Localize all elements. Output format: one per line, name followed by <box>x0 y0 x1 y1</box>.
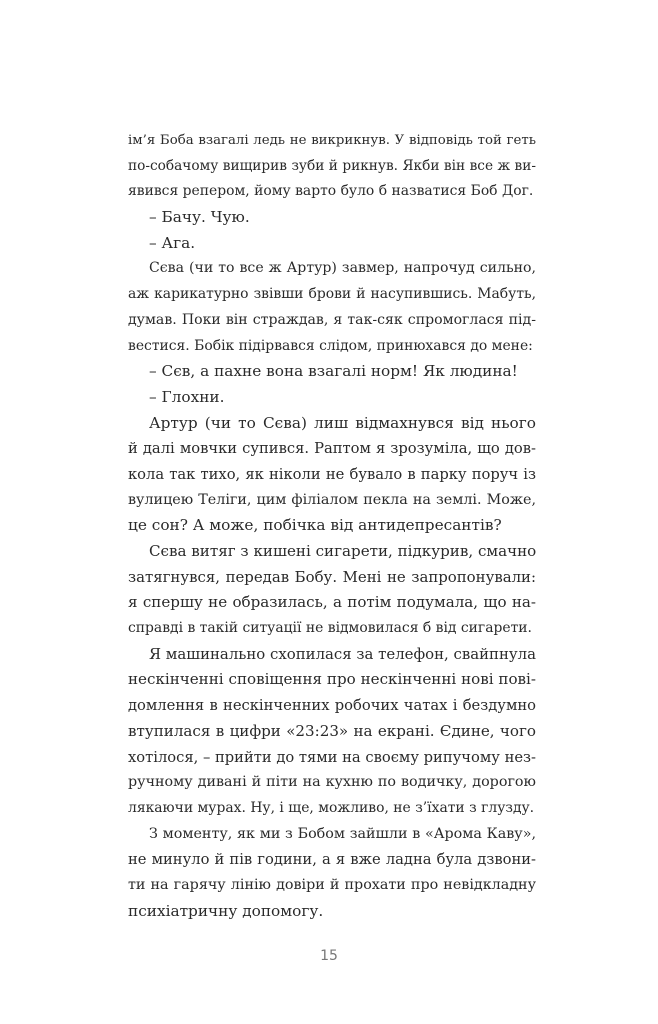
page-number: 15 <box>320 948 338 964</box>
body-text <box>128 128 536 924</box>
text-line: психіатричну допомогу. <box>128 901 324 920</box>
text-line: вестися. Бобік підірвався слідом, принюхався до мене: <box>128 337 533 354</box>
paragraph-start-line: Я машинально схопилася за телефон, свайпнула <box>149 644 536 663</box>
dialogue-line: – Сєв, а пахне вона взагалі норм! Як людина! <box>149 362 518 381</box>
text-line: й далі мовчки супився. Раптом я зрозуміла, що дов- <box>128 440 536 458</box>
text-line: лякаючи мурах. Ну, і ще, можливо, не з’їхати з глузду. <box>128 799 535 816</box>
text-line: затягнувся, передав Бобу. Мені не запропонували: <box>128 567 536 586</box>
text-line: ім’я Боба взагалі ледь не викрикнув. У відповідь той геть <box>128 133 536 148</box>
text-line: я спершу не образилась, а потім подумала, що на- <box>128 593 536 612</box>
paragraph-start-line: З моменту, як ми з Бобом зайшли в «Арома Каву», <box>149 825 536 842</box>
dialogue-line: – Бачу. Чую. <box>149 208 250 227</box>
text-line: втупилася в цифри «23:23» на екрані. Єдине, чого <box>128 721 536 740</box>
text-line: справді в такій ситуації не відмовилася б від сигарети. <box>128 620 532 637</box>
text-line: хотілося, – прийти до тями на своєму рипучому нез- <box>128 748 536 766</box>
dialogue-line: – Глохни. <box>149 387 225 406</box>
text-line: домлення в нескінченних робочих чатах і бездумно <box>128 697 536 715</box>
text-line: кола так тихо, як ніколи не бувало в парку поруч із <box>128 465 536 483</box>
paragraph-start-line: Сєва витяг з кишені сигарети, підкурив, смачно <box>149 542 536 560</box>
text-line: нескінченні сповіщення про нескінченні нові пові- <box>128 670 536 689</box>
text-line: ручному дивані й піти на кухню по водичку, дорогою <box>128 774 536 791</box>
text-line: ти на гарячу лінію довіри й прохати про невідкладну <box>128 876 536 893</box>
text-line: не минуло й пів години, а я вже ладна була дзвони- <box>128 851 536 869</box>
text-line: явився репером, йому варто було б назватися Боб Дог. <box>128 183 534 200</box>
paragraph-start-line: Артур (чи то Сєва) лиш відмахнувся від нього <box>149 413 536 432</box>
dialogue-line: – Ага. <box>149 233 196 252</box>
text-line: це сон? А може, побічка від антидепресантів? <box>128 516 502 535</box>
text-line: вулицею Теліги, цим філіалом пекла на землі. Може, <box>128 491 536 508</box>
text-line: думав. Поки він страждав, я так-сяк спромоглася під- <box>128 311 536 328</box>
text-line: по-собачому вищирив зуби й рикнув. Якби він все ж ви- <box>128 157 536 174</box>
text-line: аж карикатурно звівши брови й насупившись. Мабуть, <box>128 286 536 303</box>
paragraph-start-line: Сєва (чи то все ж Артур) завмер, напрочуд сильно, <box>149 260 536 277</box>
